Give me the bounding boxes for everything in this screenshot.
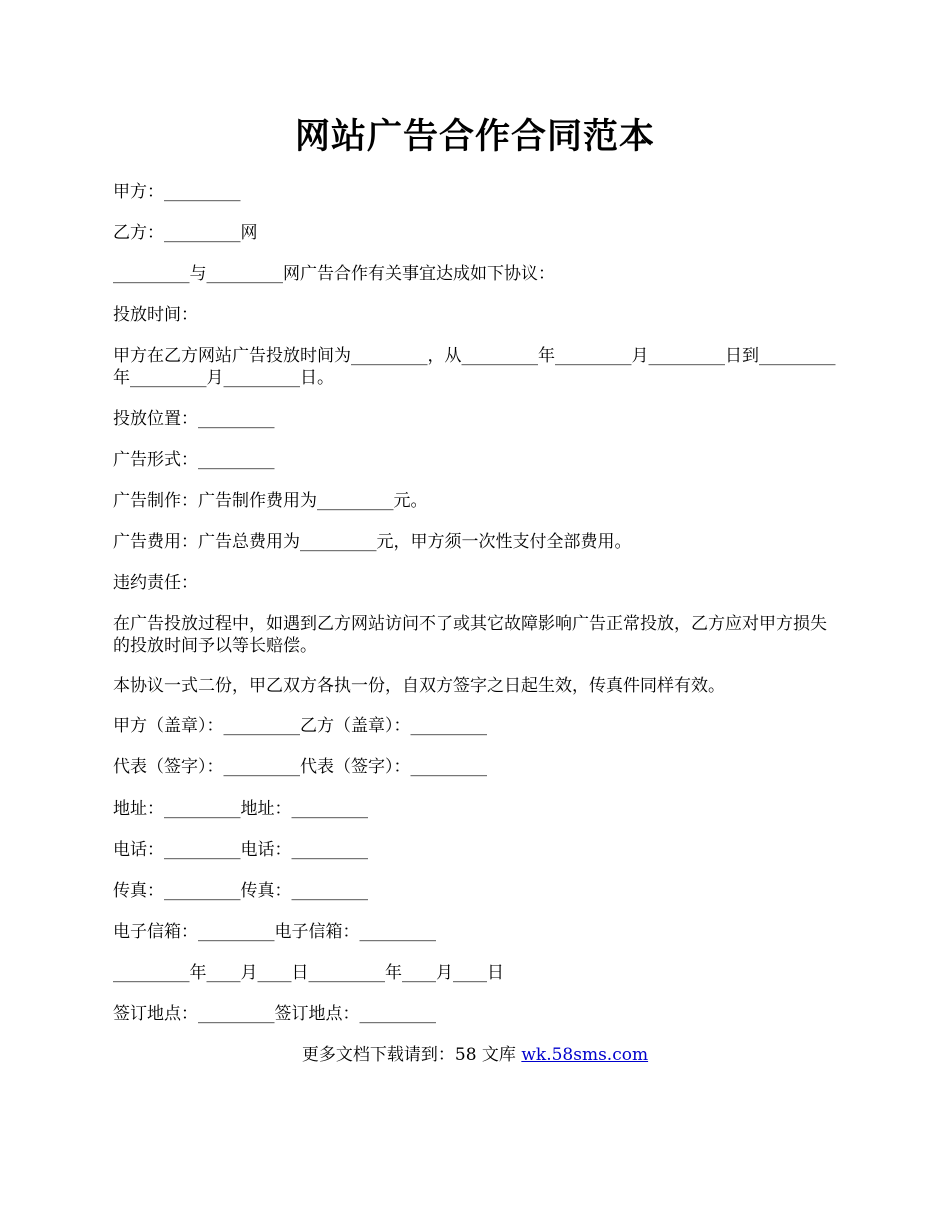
footer <box>0 1044 950 1066</box>
party-a-line: 甲方：_________ <box>113 182 241 202</box>
ad-production-line: 广告制作：广告制作费用为_________元。 <box>113 491 428 511</box>
phone-line: 电话：_________电话：_________ <box>113 840 368 860</box>
copies-clause: 本协议一式二份，甲乙双方各执一份，自双方签字之日起生效，传真件同样有效。 <box>113 676 725 696</box>
section-heading-time: 投放时间： <box>113 305 198 325</box>
agreement-intro: _________与_________网广告合作有关事宜达成如下协议： <box>113 264 555 284</box>
date-line: _________年____月____日_________年____月____日 <box>113 963 504 983</box>
placement-position-line: 投放位置：_________ <box>113 409 275 429</box>
signing-place-line: 签订地点：_________签订地点：_________ <box>113 1004 436 1024</box>
seal-line: 甲方（盖章）：_________乙方（盖章）：_________ <box>113 716 487 736</box>
address-line: 地址：_________地址：_________ <box>113 799 368 819</box>
footer-text: 更多文档下载请到：58 文库 <box>301 1045 522 1065</box>
fax-line: 传真：_________传真：_________ <box>113 881 368 901</box>
party-b-line: 乙方：_________网 <box>113 223 258 243</box>
signature-line: 代表（签字）：_________代表（签字）：_________ <box>113 757 487 777</box>
document-title: 网站广告合作合同范本 <box>294 116 655 157</box>
ad-format-line: 广告形式：_________ <box>113 450 275 470</box>
ad-fee-line: 广告费用：广告总费用为_________元，甲方须一次性支付全部费用。 <box>113 532 632 552</box>
email-line: 电子信箱：_________电子信箱：_________ <box>113 922 436 942</box>
liability-clause: 在广告投放过程中，如遇到乙方网站访问不了或其它故障影响广告正常投放，乙方应对甲方损失的投放时间予以等长赔偿。 <box>113 614 827 656</box>
section-heading-liability: 违约责任： <box>113 573 198 593</box>
placement-time-clause: 甲方在乙方网站广告投放时间为_________，从_________年_________月_________日到_________年_________月_________日。 <box>113 346 836 388</box>
footer-link[interactable]: wk.58sms.com <box>521 1045 649 1065</box>
